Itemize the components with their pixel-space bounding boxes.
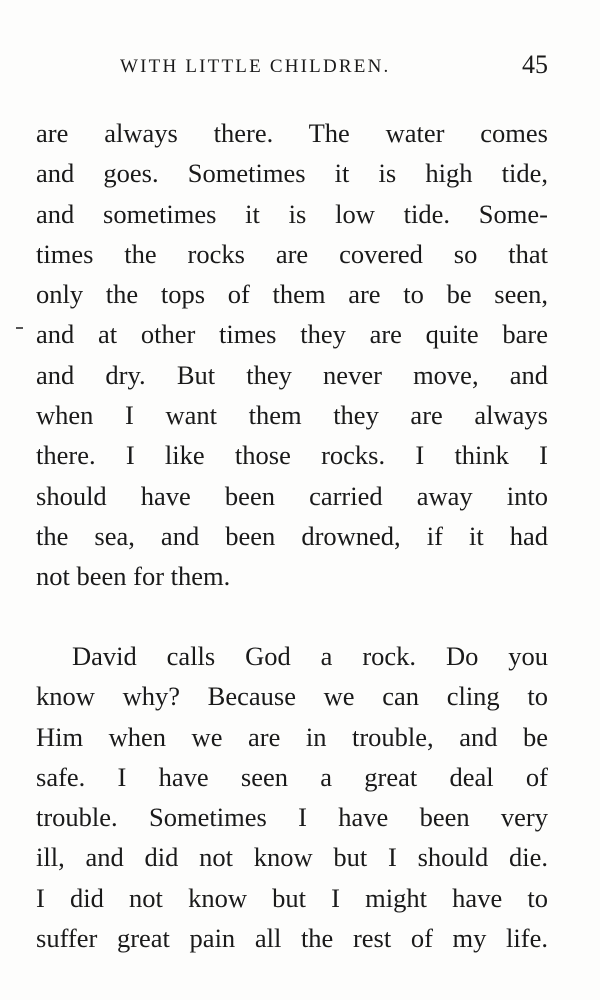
text-line: not been for them. [36, 561, 231, 592]
page-number: 45 [522, 50, 548, 79]
text-line: safe. I have seen a great deal of [36, 761, 548, 792]
text-line: and at other times they are quite bare [36, 319, 548, 350]
text-line: and sometimes it is low tide. Some- [36, 198, 548, 229]
margin-mark [16, 327, 23, 329]
text-line: and goes. Sometimes it is high tide, [36, 158, 548, 189]
text-line: the sea, and been drowned, if it had [36, 520, 548, 551]
text-line: times the rocks are covered so that [36, 238, 548, 269]
paragraph-2 [36, 636, 548, 958]
text-line: only the tops of them are to be seen, [36, 279, 548, 310]
text-line: when I want them they are always [36, 400, 548, 431]
text-line: ill, and did not know but I should die. [36, 842, 548, 873]
text-line: and dry. But they never move, and [36, 359, 548, 390]
text-line: trouble. Sometimes I have been very [36, 802, 548, 833]
paragraph-1 [36, 113, 548, 597]
text-line: David calls God a rock. Do you [72, 641, 548, 671]
text-line: Him when we are in trouble, and be [36, 721, 548, 752]
text-line: know why? Because we can cling to [36, 681, 548, 712]
running-head: WITH LITTLE CHILDREN. [120, 56, 391, 77]
text-line: are always there. The water comes [36, 118, 548, 148]
page-header [36, 50, 548, 84]
text-line: should have been carried away into [36, 480, 548, 511]
text-line: there. I like those rocks. I think I [36, 440, 548, 471]
text-line: suffer great pain all the rest of my life. [36, 923, 548, 954]
text-line: I did not know but I might have to [36, 882, 548, 913]
